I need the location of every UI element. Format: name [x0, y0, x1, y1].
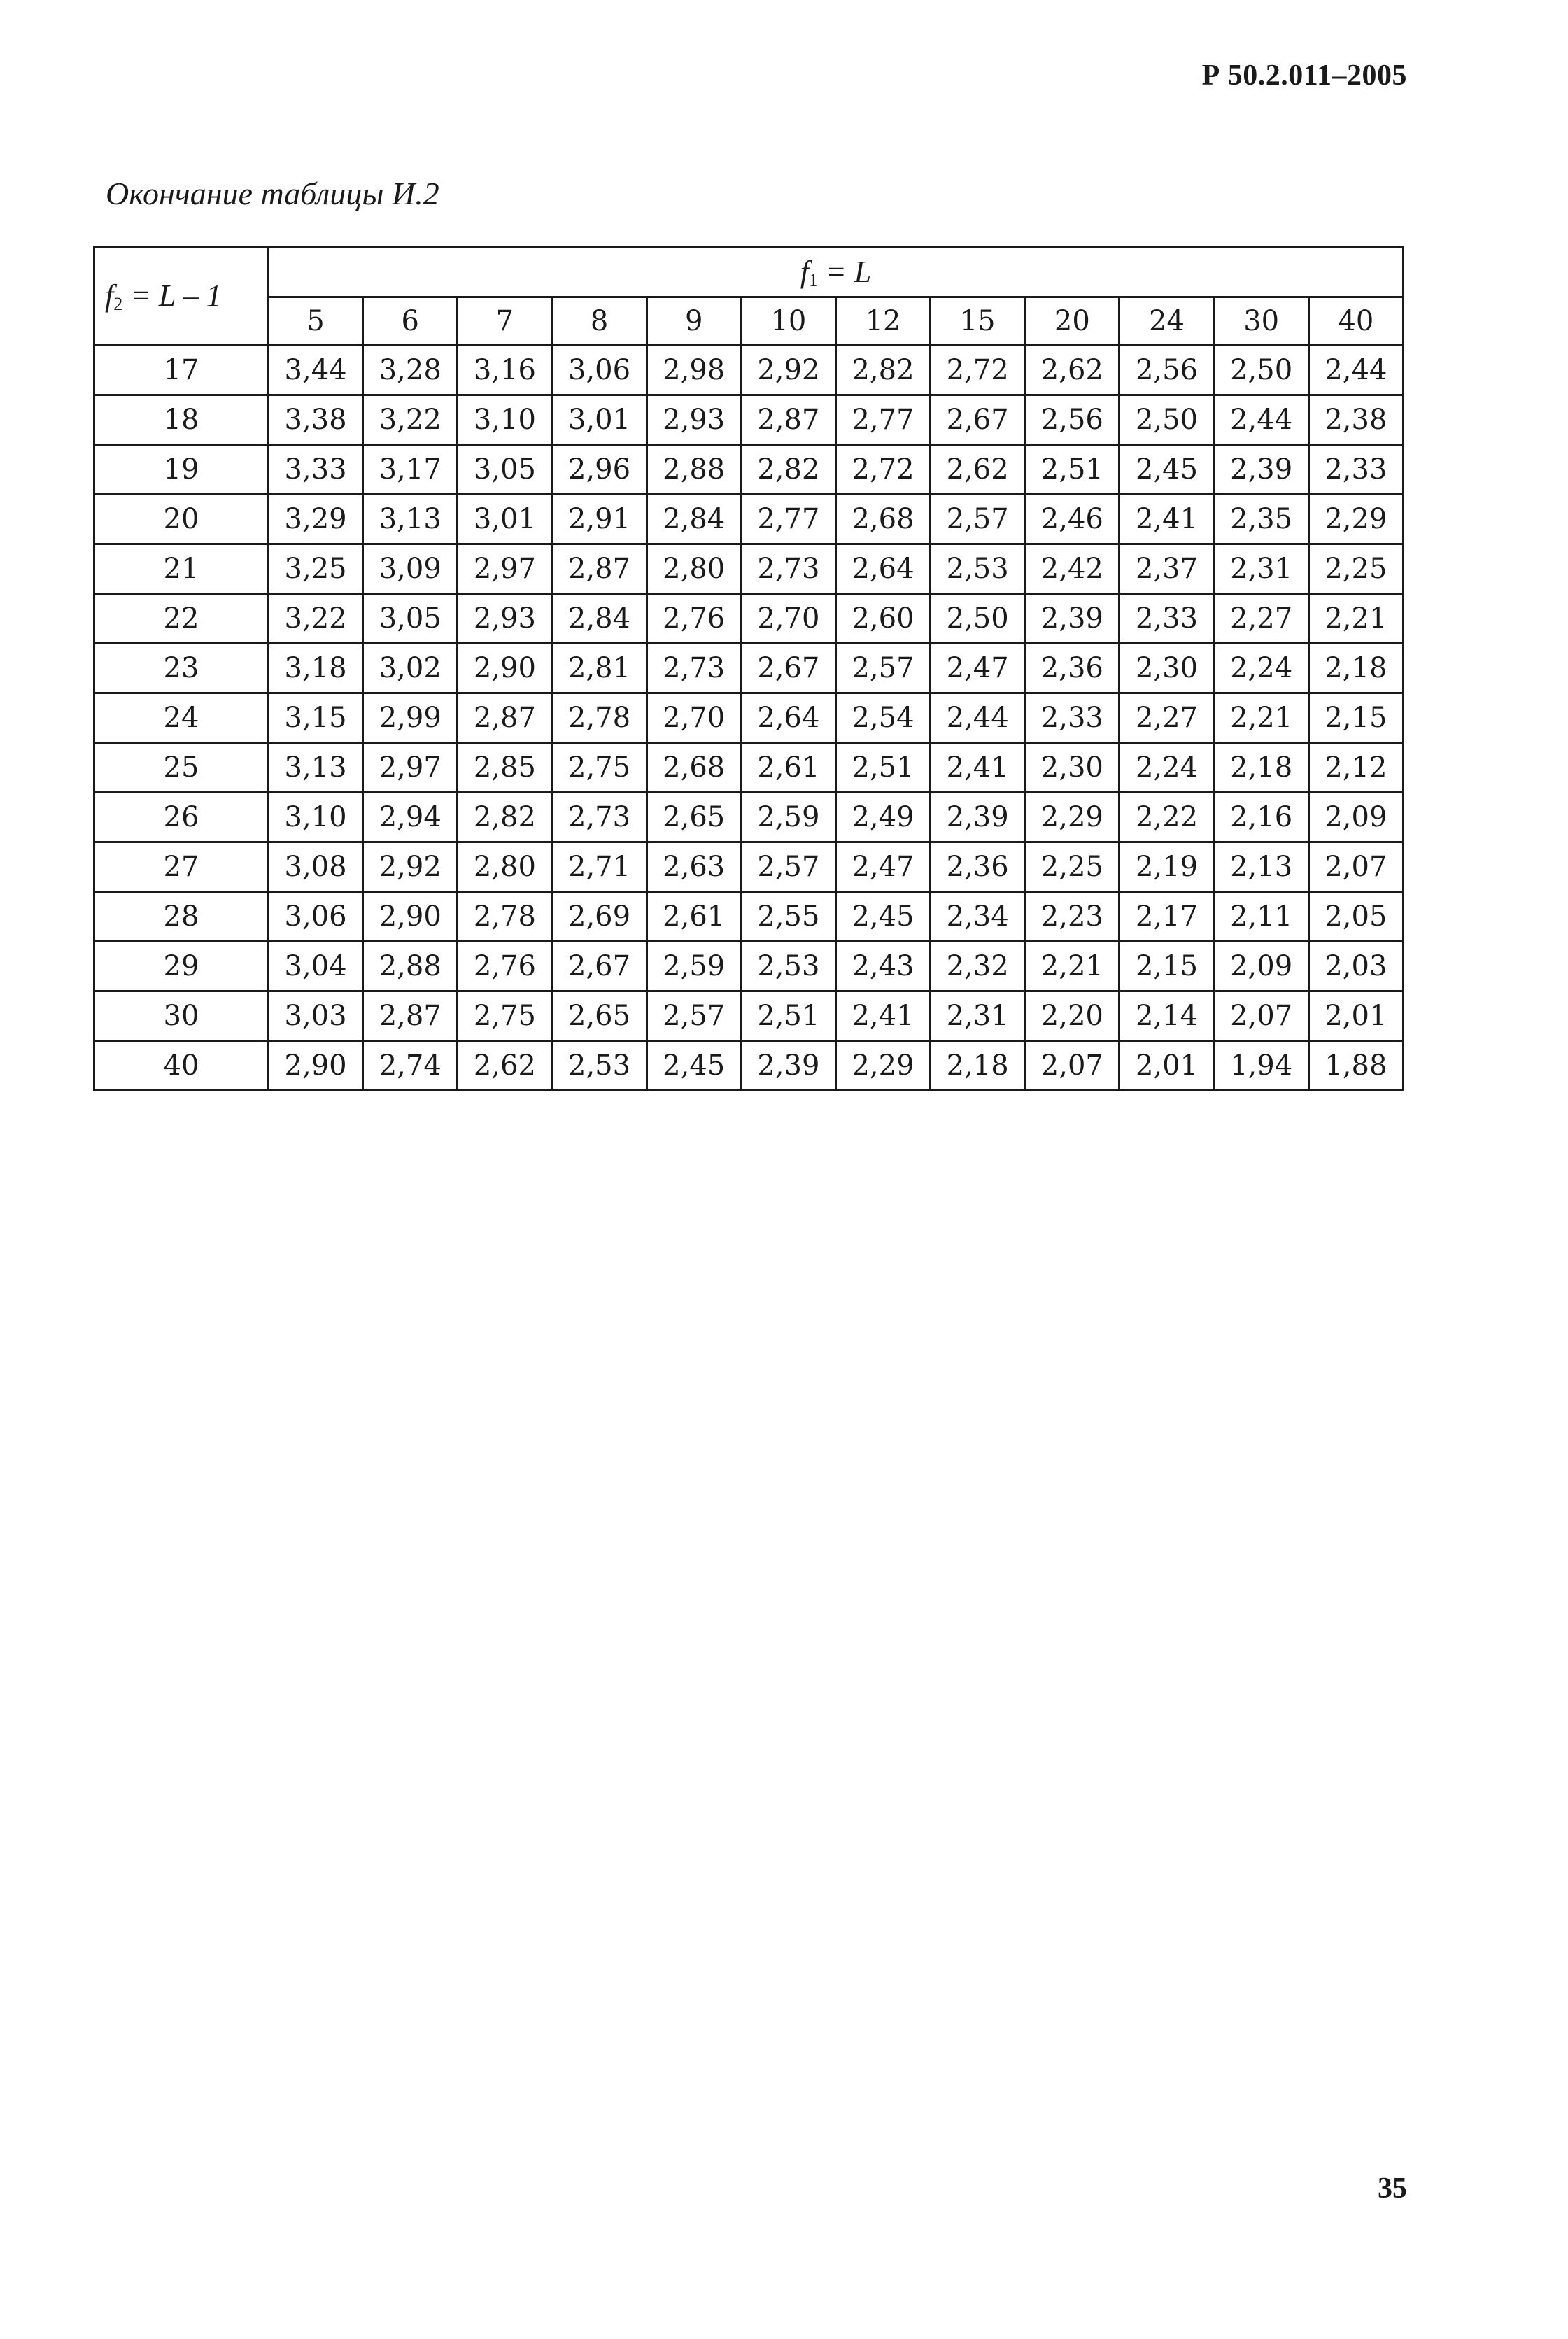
table-cell: 2,34	[931, 892, 1025, 942]
table-cell: 2,74	[363, 1041, 458, 1091]
table-cell: 3,01	[552, 395, 647, 445]
table-cell: 2,78	[458, 892, 552, 942]
table-cell: 2,09	[1214, 942, 1308, 991]
table-row	[94, 644, 1404, 693]
table-cell: 2,70	[647, 693, 741, 743]
table-row	[94, 445, 1404, 495]
table-cell: 2,05	[1308, 892, 1403, 942]
table-cell: 2,45	[835, 892, 930, 942]
table-cell: 2,51	[741, 991, 835, 1041]
table-cell: 2,45	[1120, 445, 1214, 495]
table-cell: 3,29	[269, 495, 363, 544]
table-cell: 2,32	[931, 942, 1025, 991]
table-cell: 2,11	[1214, 892, 1308, 942]
table-cell: 2,93	[458, 594, 552, 644]
table-cell: 2,84	[647, 495, 741, 544]
corner-subscript: 2	[113, 294, 123, 314]
page-number: 35	[1378, 2172, 1407, 2205]
table-row	[94, 594, 1404, 644]
table-cell: 2,15	[1308, 693, 1403, 743]
table-cell: 2,24	[1214, 644, 1308, 693]
table-cell: 2,25	[1025, 842, 1120, 892]
table-row	[94, 544, 1404, 594]
table-cell: 2,87	[741, 395, 835, 445]
table-cell: 2,94	[363, 793, 458, 842]
column-header: 6	[363, 297, 458, 346]
table-cell: 2,20	[1025, 991, 1120, 1041]
table-cell: 2,18	[931, 1041, 1025, 1091]
table-cell: 2,39	[1025, 594, 1120, 644]
corner-expr: = L – 1	[122, 278, 222, 313]
row-header: 17	[94, 346, 269, 395]
table-cell: 2,41	[1120, 495, 1214, 544]
group-expr: = L	[818, 254, 872, 289]
table-cell: 2,50	[1214, 346, 1308, 395]
table-cell: 2,07	[1214, 991, 1308, 1041]
table-cell: 2,39	[931, 793, 1025, 842]
table-cell: 3,05	[363, 594, 458, 644]
table-cell: 2,41	[931, 743, 1025, 793]
table-cell: 2,33	[1120, 594, 1214, 644]
table-cell: 2,49	[835, 793, 930, 842]
table-cell: 2,33	[1308, 445, 1403, 495]
table-cell: 2,67	[552, 942, 647, 991]
table-cell: 2,59	[647, 942, 741, 991]
row-header: 23	[94, 644, 269, 693]
column-header: 20	[1025, 297, 1120, 346]
table-cell: 2,75	[552, 743, 647, 793]
table-cell: 2,19	[1120, 842, 1214, 892]
table-cell: 2,71	[552, 842, 647, 892]
table-cell: 3,44	[269, 346, 363, 395]
table-cell: 3,16	[458, 346, 552, 395]
table-cell: 2,62	[931, 445, 1025, 495]
column-labels-row	[94, 297, 1404, 346]
table-cell: 2,47	[835, 842, 930, 892]
group-symbol: f	[800, 254, 810, 289]
table-cell: 2,12	[1308, 743, 1403, 793]
table-cell: 2,27	[1214, 594, 1308, 644]
table-cell: 2,80	[647, 544, 741, 594]
table-cell: 2,36	[931, 842, 1025, 892]
table-cell: 2,80	[458, 842, 552, 892]
table-cell: 2,07	[1308, 842, 1403, 892]
table-cell: 3,06	[269, 892, 363, 942]
table-cell: 2,54	[835, 693, 930, 743]
table-cell: 2,18	[1308, 644, 1403, 693]
table-cell: 2,13	[1214, 842, 1308, 892]
table-cell: 2,82	[741, 445, 835, 495]
table-cell: 2,67	[931, 395, 1025, 445]
table-cell: 2,57	[741, 842, 835, 892]
table-cell: 2,29	[1025, 793, 1120, 842]
table-cell: 2,77	[741, 495, 835, 544]
table-cell: 2,96	[552, 445, 647, 495]
table-cell: 2,16	[1214, 793, 1308, 842]
table-cell: 2,50	[931, 594, 1025, 644]
table-cell: 2,50	[1120, 395, 1214, 445]
row-header: 26	[94, 793, 269, 842]
data-table	[93, 246, 1404, 1091]
row-header: 18	[94, 395, 269, 445]
table-cell: 2,76	[458, 942, 552, 991]
table-cell: 2,68	[647, 743, 741, 793]
table-cell: 2,61	[741, 743, 835, 793]
table-cell: 2,36	[1025, 644, 1120, 693]
table-cell: 2,21	[1214, 693, 1308, 743]
table-cell: 2,03	[1308, 942, 1403, 991]
table-cell: 2,81	[552, 644, 647, 693]
table-cell: 2,60	[835, 594, 930, 644]
table-cell: 2,30	[1025, 743, 1120, 793]
table-cell: 2,41	[835, 991, 930, 1041]
table-cell: 3,17	[363, 445, 458, 495]
table-cell: 3,13	[363, 495, 458, 544]
table-cell: 2,73	[552, 793, 647, 842]
column-header: 5	[269, 297, 363, 346]
row-header: 22	[94, 594, 269, 644]
table-body	[94, 346, 1404, 1091]
table-cell: 2,72	[835, 445, 930, 495]
table-cell: 2,68	[835, 495, 930, 544]
table-cell: 2,21	[1308, 594, 1403, 644]
table-cell: 2,72	[931, 346, 1025, 395]
row-header: 28	[94, 892, 269, 942]
table-cell: 2,29	[835, 1041, 930, 1091]
table-row	[94, 743, 1404, 793]
table-cell: 2,23	[1025, 892, 1120, 942]
column-header: 10	[741, 297, 835, 346]
table-cell: 2,29	[1308, 495, 1403, 544]
column-header: 7	[458, 297, 552, 346]
table-cell: 2,64	[835, 544, 930, 594]
table-cell: 2,64	[741, 693, 835, 743]
table-cell: 2,39	[1214, 445, 1308, 495]
row-header: 30	[94, 991, 269, 1041]
row-header: 19	[94, 445, 269, 495]
table-cell: 3,13	[269, 743, 363, 793]
table-cell: 2,33	[1025, 693, 1120, 743]
table-cell: 3,09	[363, 544, 458, 594]
table-cell: 2,56	[1120, 346, 1214, 395]
table-cell: 2,92	[741, 346, 835, 395]
column-header: 9	[647, 297, 741, 346]
table-cell: 2,84	[552, 594, 647, 644]
table-cell: 3,10	[269, 793, 363, 842]
table-cell: 3,15	[269, 693, 363, 743]
table-cell: 2,90	[458, 644, 552, 693]
table-cell: 2,77	[835, 395, 930, 445]
table-cell: 3,04	[269, 942, 363, 991]
table-cell: 2,24	[1120, 743, 1214, 793]
table-cell: 2,44	[931, 693, 1025, 743]
table-row	[94, 991, 1404, 1041]
table-cell: 3,33	[269, 445, 363, 495]
table-row	[94, 842, 1404, 892]
table-cell: 2,98	[647, 346, 741, 395]
table-cell: 2,38	[1308, 395, 1403, 445]
table-cell: 2,37	[1120, 544, 1214, 594]
table-cell: 2,01	[1120, 1041, 1214, 1091]
table-cell: 2,65	[552, 991, 647, 1041]
row-header: 27	[94, 842, 269, 892]
table-cell: 2,91	[552, 495, 647, 544]
table-cell: 2,59	[741, 793, 835, 842]
table-row	[94, 1041, 1404, 1091]
table-cell: 2,51	[1025, 445, 1120, 495]
row-header: 29	[94, 942, 269, 991]
table-cell: 2,62	[458, 1041, 552, 1091]
table-cell: 2,56	[1025, 395, 1120, 445]
table-cell: 2,53	[931, 544, 1025, 594]
table-caption: Окончание таблицы И.2	[106, 176, 439, 211]
table-row	[94, 346, 1404, 395]
table-cell: 2,44	[1214, 395, 1308, 445]
table-cell: 2,65	[647, 793, 741, 842]
table-cell: 2,14	[1120, 991, 1214, 1041]
table-cell: 2,67	[741, 644, 835, 693]
table-row	[94, 693, 1404, 743]
column-header: 8	[552, 297, 647, 346]
row-header: 25	[94, 743, 269, 793]
column-header: 30	[1214, 297, 1308, 346]
table-row	[94, 942, 1404, 991]
table-cell: 2,90	[363, 892, 458, 942]
table-cell: 2,47	[931, 644, 1025, 693]
table-row	[94, 793, 1404, 842]
table-cell: 1,94	[1214, 1041, 1308, 1091]
table-cell: 2,76	[647, 594, 741, 644]
table-cell: 2,61	[647, 892, 741, 942]
table-cell: 2,73	[741, 544, 835, 594]
table-cell: 2,46	[1025, 495, 1120, 544]
table-cell: 2,22	[1120, 793, 1214, 842]
table-cell: 2,78	[552, 693, 647, 743]
table-cell: 2,57	[835, 644, 930, 693]
table-cell: 2,43	[835, 942, 930, 991]
table-row	[94, 892, 1404, 942]
table-cell: 2,87	[363, 991, 458, 1041]
table-cell: 2,75	[458, 991, 552, 1041]
table-cell: 3,08	[269, 842, 363, 892]
table-cell: 2,44	[1308, 346, 1403, 395]
table-cell: 2,39	[741, 1041, 835, 1091]
table-cell: 2,53	[552, 1041, 647, 1091]
table-cell: 2,55	[741, 892, 835, 942]
table-cell: 2,27	[1120, 693, 1214, 743]
column-header: 40	[1308, 297, 1403, 346]
table-row	[94, 495, 1404, 544]
table-cell: 2,69	[552, 892, 647, 942]
table-cell: 2,53	[741, 942, 835, 991]
table-cell: 2,62	[1025, 346, 1120, 395]
table-cell: 3,22	[363, 395, 458, 445]
table-cell: 2,99	[363, 693, 458, 743]
table-cell: 2,17	[1120, 892, 1214, 942]
table-cell: 2,85	[458, 743, 552, 793]
table-row	[94, 395, 1404, 445]
table-cell: 2,45	[647, 1041, 741, 1091]
column-header: 15	[931, 297, 1025, 346]
row-header: 21	[94, 544, 269, 594]
table-cell: 2,31	[1214, 544, 1308, 594]
table-cell: 3,01	[458, 495, 552, 544]
table-cell: 2,31	[931, 991, 1025, 1041]
table-cell: 2,01	[1308, 991, 1403, 1041]
table-cell: 3,22	[269, 594, 363, 644]
table-cell: 3,06	[552, 346, 647, 395]
row-header: 40	[94, 1041, 269, 1091]
row-header: 20	[94, 495, 269, 544]
table-cell: 2,42	[1025, 544, 1120, 594]
table-header-row	[94, 248, 1404, 297]
table-cell: 2,88	[363, 942, 458, 991]
table-cell: 2,57	[647, 991, 741, 1041]
table-cell: 2,09	[1308, 793, 1403, 842]
table-cell: 3,18	[269, 644, 363, 693]
table-cell: 2,88	[647, 445, 741, 495]
table-cell: 2,90	[269, 1041, 363, 1091]
table-cell: 2,70	[741, 594, 835, 644]
table-cell: 2,93	[647, 395, 741, 445]
document-code: Р 50.2.011–2005	[1201, 59, 1407, 92]
table-cell: 2,51	[835, 743, 930, 793]
group-subscript: 1	[809, 269, 819, 290]
table-cell: 2,82	[458, 793, 552, 842]
table-cell: 2,07	[1025, 1041, 1120, 1091]
table-cell: 2,87	[458, 693, 552, 743]
table-cell: 3,25	[269, 544, 363, 594]
table-cell: 2,18	[1214, 743, 1308, 793]
table-cell: 3,28	[363, 346, 458, 395]
table-cell: 2,87	[552, 544, 647, 594]
table-cell: 2,35	[1214, 495, 1308, 544]
table-cell: 2,30	[1120, 644, 1214, 693]
table-cell: 2,21	[1025, 942, 1120, 991]
table-cell: 2,82	[835, 346, 930, 395]
table-cell: 2,73	[647, 644, 741, 693]
table-cell: 2,57	[931, 495, 1025, 544]
column-group-header	[269, 248, 1404, 297]
table-cell: 2,92	[363, 842, 458, 892]
table-cell: 2,97	[458, 544, 552, 594]
row-header: 24	[94, 693, 269, 743]
corner-header	[94, 248, 269, 346]
table-cell: 2,15	[1120, 942, 1214, 991]
table-cell: 3,38	[269, 395, 363, 445]
table-cell: 2,25	[1308, 544, 1403, 594]
table-cell: 3,02	[363, 644, 458, 693]
corner-symbol: f	[105, 278, 114, 313]
table-cell: 1,88	[1308, 1041, 1403, 1091]
column-header: 12	[835, 297, 930, 346]
column-header: 24	[1120, 297, 1214, 346]
table-cell: 3,05	[458, 445, 552, 495]
table-cell: 3,03	[269, 991, 363, 1041]
table-cell: 2,97	[363, 743, 458, 793]
table-cell: 2,63	[647, 842, 741, 892]
table-cell: 3,10	[458, 395, 552, 445]
